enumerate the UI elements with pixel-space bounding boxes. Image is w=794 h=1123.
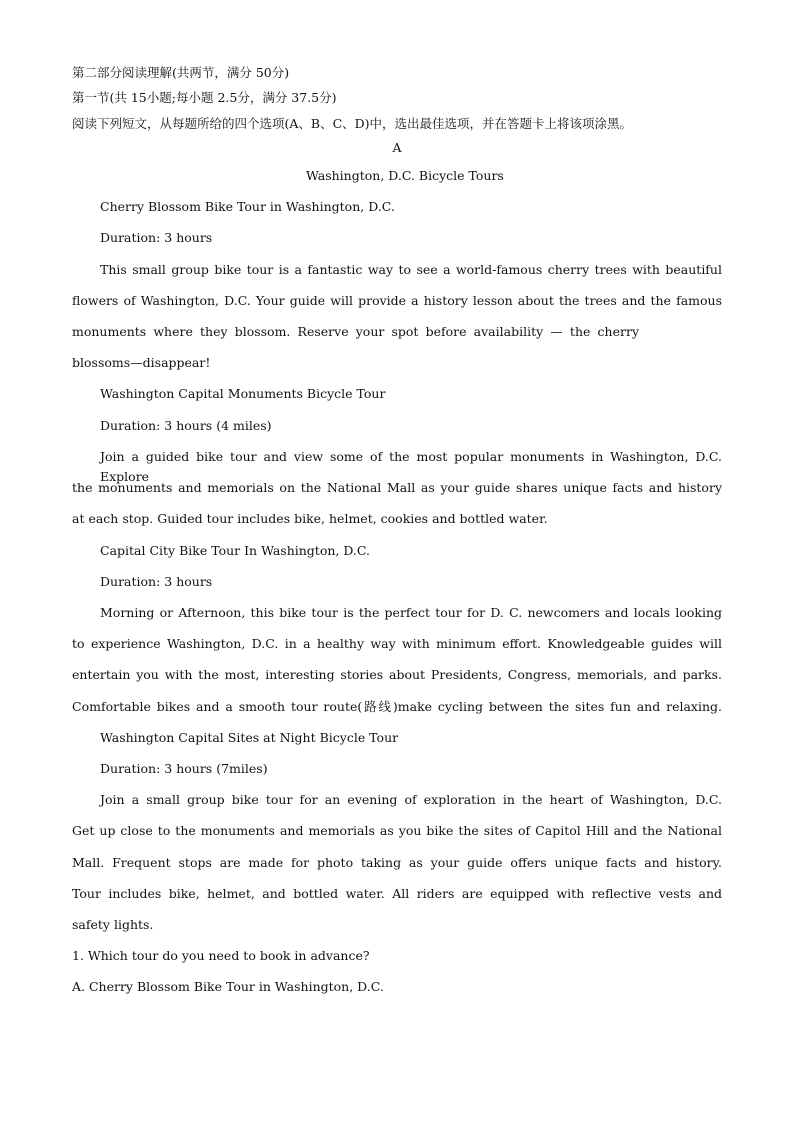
paragraph-line: This small group bike tour is a fantastic way to see a world-famous cherry trees with beautiful [100,262,722,277]
paragraph-line: Join a guided bike tour and view some of the most popular monuments in Washington, D.C. Explore [100,449,722,484]
question-stem: 1. Which tour do you need to book in advance? [72,948,370,963]
passage-letter: A [392,140,402,155]
paragraph-line: safety lights. [72,917,154,932]
tour-name: Washington Capital Sites at Night Bicycle Tour [100,730,399,745]
tour-duration: Duration: 3 hours (7miles) [100,761,268,776]
paragraph-line: Morning or Afternoon, this bike tour is the perfect tour for D. C. newcomers and locals looking [100,605,722,620]
paragraph-line: monuments where they blossom. Reserve your spot before availability — the cherry [72,324,639,339]
paragraph-line: Tour includes bike, helmet, and bottled water. All riders are equipped with reflective vests and [72,886,722,901]
question-option: A. Cherry Blossom Bike Tour in Washington, D.C. [72,979,384,994]
instructions: 阅读下列短文，从每题所给的四个选项(A、B、C、D)中，选出最佳选项，并在答题卡上将该项涂黑。 [72,116,633,131]
section-title: 第一节(共 15小题;每小题 2.5分，满分 37.5分) [72,90,337,105]
paragraph-line: Comfortable bikes and a smooth tour route(路线)make cycling between the sites fun and relaxing. [72,699,722,714]
part-title: 第二部分阅读理解(共两节，满分 50分) [72,65,290,80]
tour-duration: Duration: 3 hours [100,230,213,245]
tour-name: Cherry Blossom Bike Tour in Washington, D.C. [100,199,395,214]
tour-name: Capital City Bike Tour In Washington, D.C. [100,543,370,558]
paragraph-line: Get up close to the monuments and memorials as you bike the sites of Capitol Hill and the National [72,823,722,838]
paragraph-line: entertain you with the most, interesting stories about Presidents, Congress, memorials, and parks. [72,667,722,682]
paragraph-line: the monuments and memorials on the National Mall as your guide shares unique facts and history [72,480,722,495]
paragraph-line: to experience Washington, D.C. in a healthy way with minimum effort. Knowledgeable guides will [72,636,722,651]
paragraph-line: flowers of Washington, D.C. Your guide will provide a history lesson about the trees and the famous [72,293,722,308]
tour-duration: Duration: 3 hours (4 miles) [100,418,272,433]
paragraph-line: at each stop. Guided tour includes bike, helmet, cookies and bottled water. [72,511,548,526]
paragraph-line: Join a small group bike tour for an evening of exploration in the heart of Washington, D.C. [100,792,722,807]
paragraph-line: Mall. Frequent stops are made for photo taking as your guide offers unique facts and history. [72,855,722,870]
paragraph-line: blossoms—disappear! [72,355,211,370]
passage-title: Washington, D.C. Bicycle Tours [306,168,504,183]
tour-name: Washington Capital Monuments Bicycle Tour [100,386,386,401]
tour-duration: Duration: 3 hours [100,574,213,589]
